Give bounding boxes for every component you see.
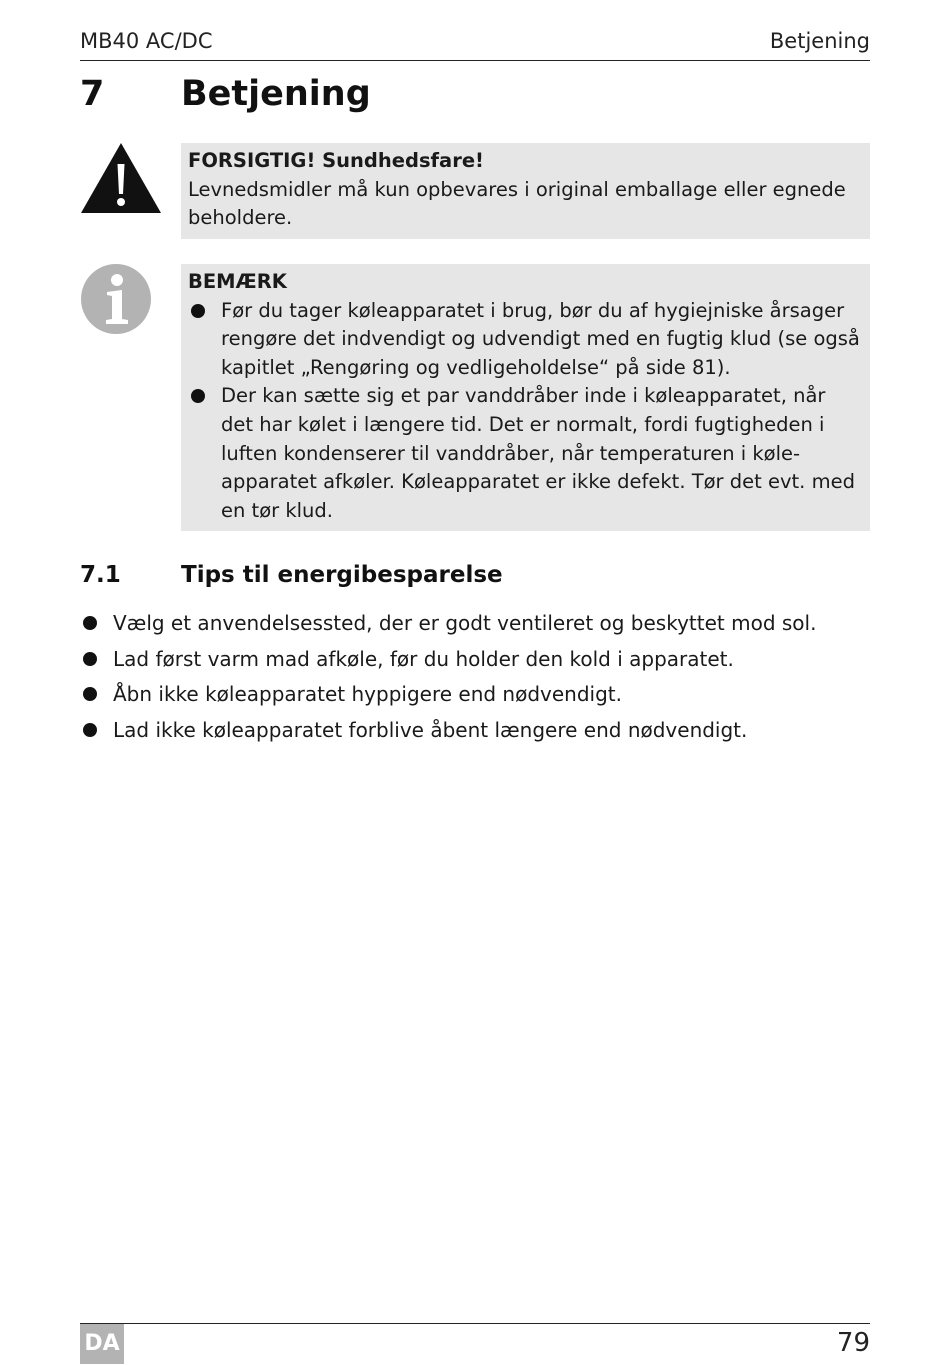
warning-heading: FORSIGTIG! Sundhedsfare! bbox=[188, 149, 484, 172]
chapter-title: Betjening bbox=[181, 74, 371, 114]
tips-list bbox=[80, 608, 870, 750]
footer-divider bbox=[80, 1323, 870, 1324]
note-item-text: Der kan sætte sig et par vanddråber inde i køleapparatet, når det har kølet i længere tid. Det er normalt, fordi fugtigheden i luften kondenserer til vanddråber, når temperaturen i køle-apparatet afkøler. Køleapparatet er ikke defekt. Tør det evt. med en tør klud. bbox=[221, 384, 855, 522]
tip-text: Lad ikke køleapparatet forblive åbent længere end nødvendigt. bbox=[113, 717, 748, 742]
bullet-icon bbox=[83, 652, 97, 666]
note-item bbox=[188, 382, 860, 525]
warning-box bbox=[181, 143, 870, 239]
note-item-text: Før du tager køleapparatet i brug, bør du af hygiejniske årsager rengøre det indvendigt og udvendigt med en fugtig klud (se også kapitlet „Rengøring og vedligeholdelse“ på side 81). bbox=[221, 298, 860, 379]
warning-triangle-icon bbox=[80, 142, 162, 214]
bullet-icon bbox=[83, 687, 97, 701]
header-model: MB40 AC/DC bbox=[80, 29, 213, 53]
bullet-icon bbox=[83, 616, 97, 630]
tip-text: Vælg et anvendelsessted, der er godt ventileret og beskyttet mod sol. bbox=[113, 611, 817, 635]
tip-text: Lad først varm mad afkøle, før du holder den kold i apparatet. bbox=[113, 646, 734, 671]
language-badge: DA bbox=[80, 1324, 124, 1364]
list-item bbox=[80, 679, 870, 715]
warning-text: Levnedsmidler må kun opbevares i original emballage eller egnede beholdere. bbox=[188, 177, 846, 230]
note-item bbox=[188, 297, 860, 383]
section-number: 7.1 bbox=[80, 562, 121, 588]
note-list bbox=[188, 297, 860, 526]
bullet-icon bbox=[191, 304, 205, 318]
list-item bbox=[80, 644, 870, 680]
note-box bbox=[181, 264, 870, 531]
list-item bbox=[80, 715, 870, 751]
section-title: Tips til energibesparelse bbox=[181, 562, 503, 588]
tip-text: Åbn ikke køleapparatet hyppigere end nødvendigt. bbox=[113, 682, 622, 706]
note-heading: BEMÆRK bbox=[188, 270, 287, 293]
list-item bbox=[80, 608, 870, 644]
info-icon bbox=[80, 263, 152, 335]
page-header bbox=[80, 28, 870, 61]
header-section: Betjening bbox=[769, 29, 870, 53]
bullet-icon bbox=[83, 723, 97, 737]
bullet-icon bbox=[191, 389, 205, 403]
chapter-number: 7 bbox=[80, 74, 105, 114]
page-number: 79 bbox=[836, 1328, 870, 1358]
